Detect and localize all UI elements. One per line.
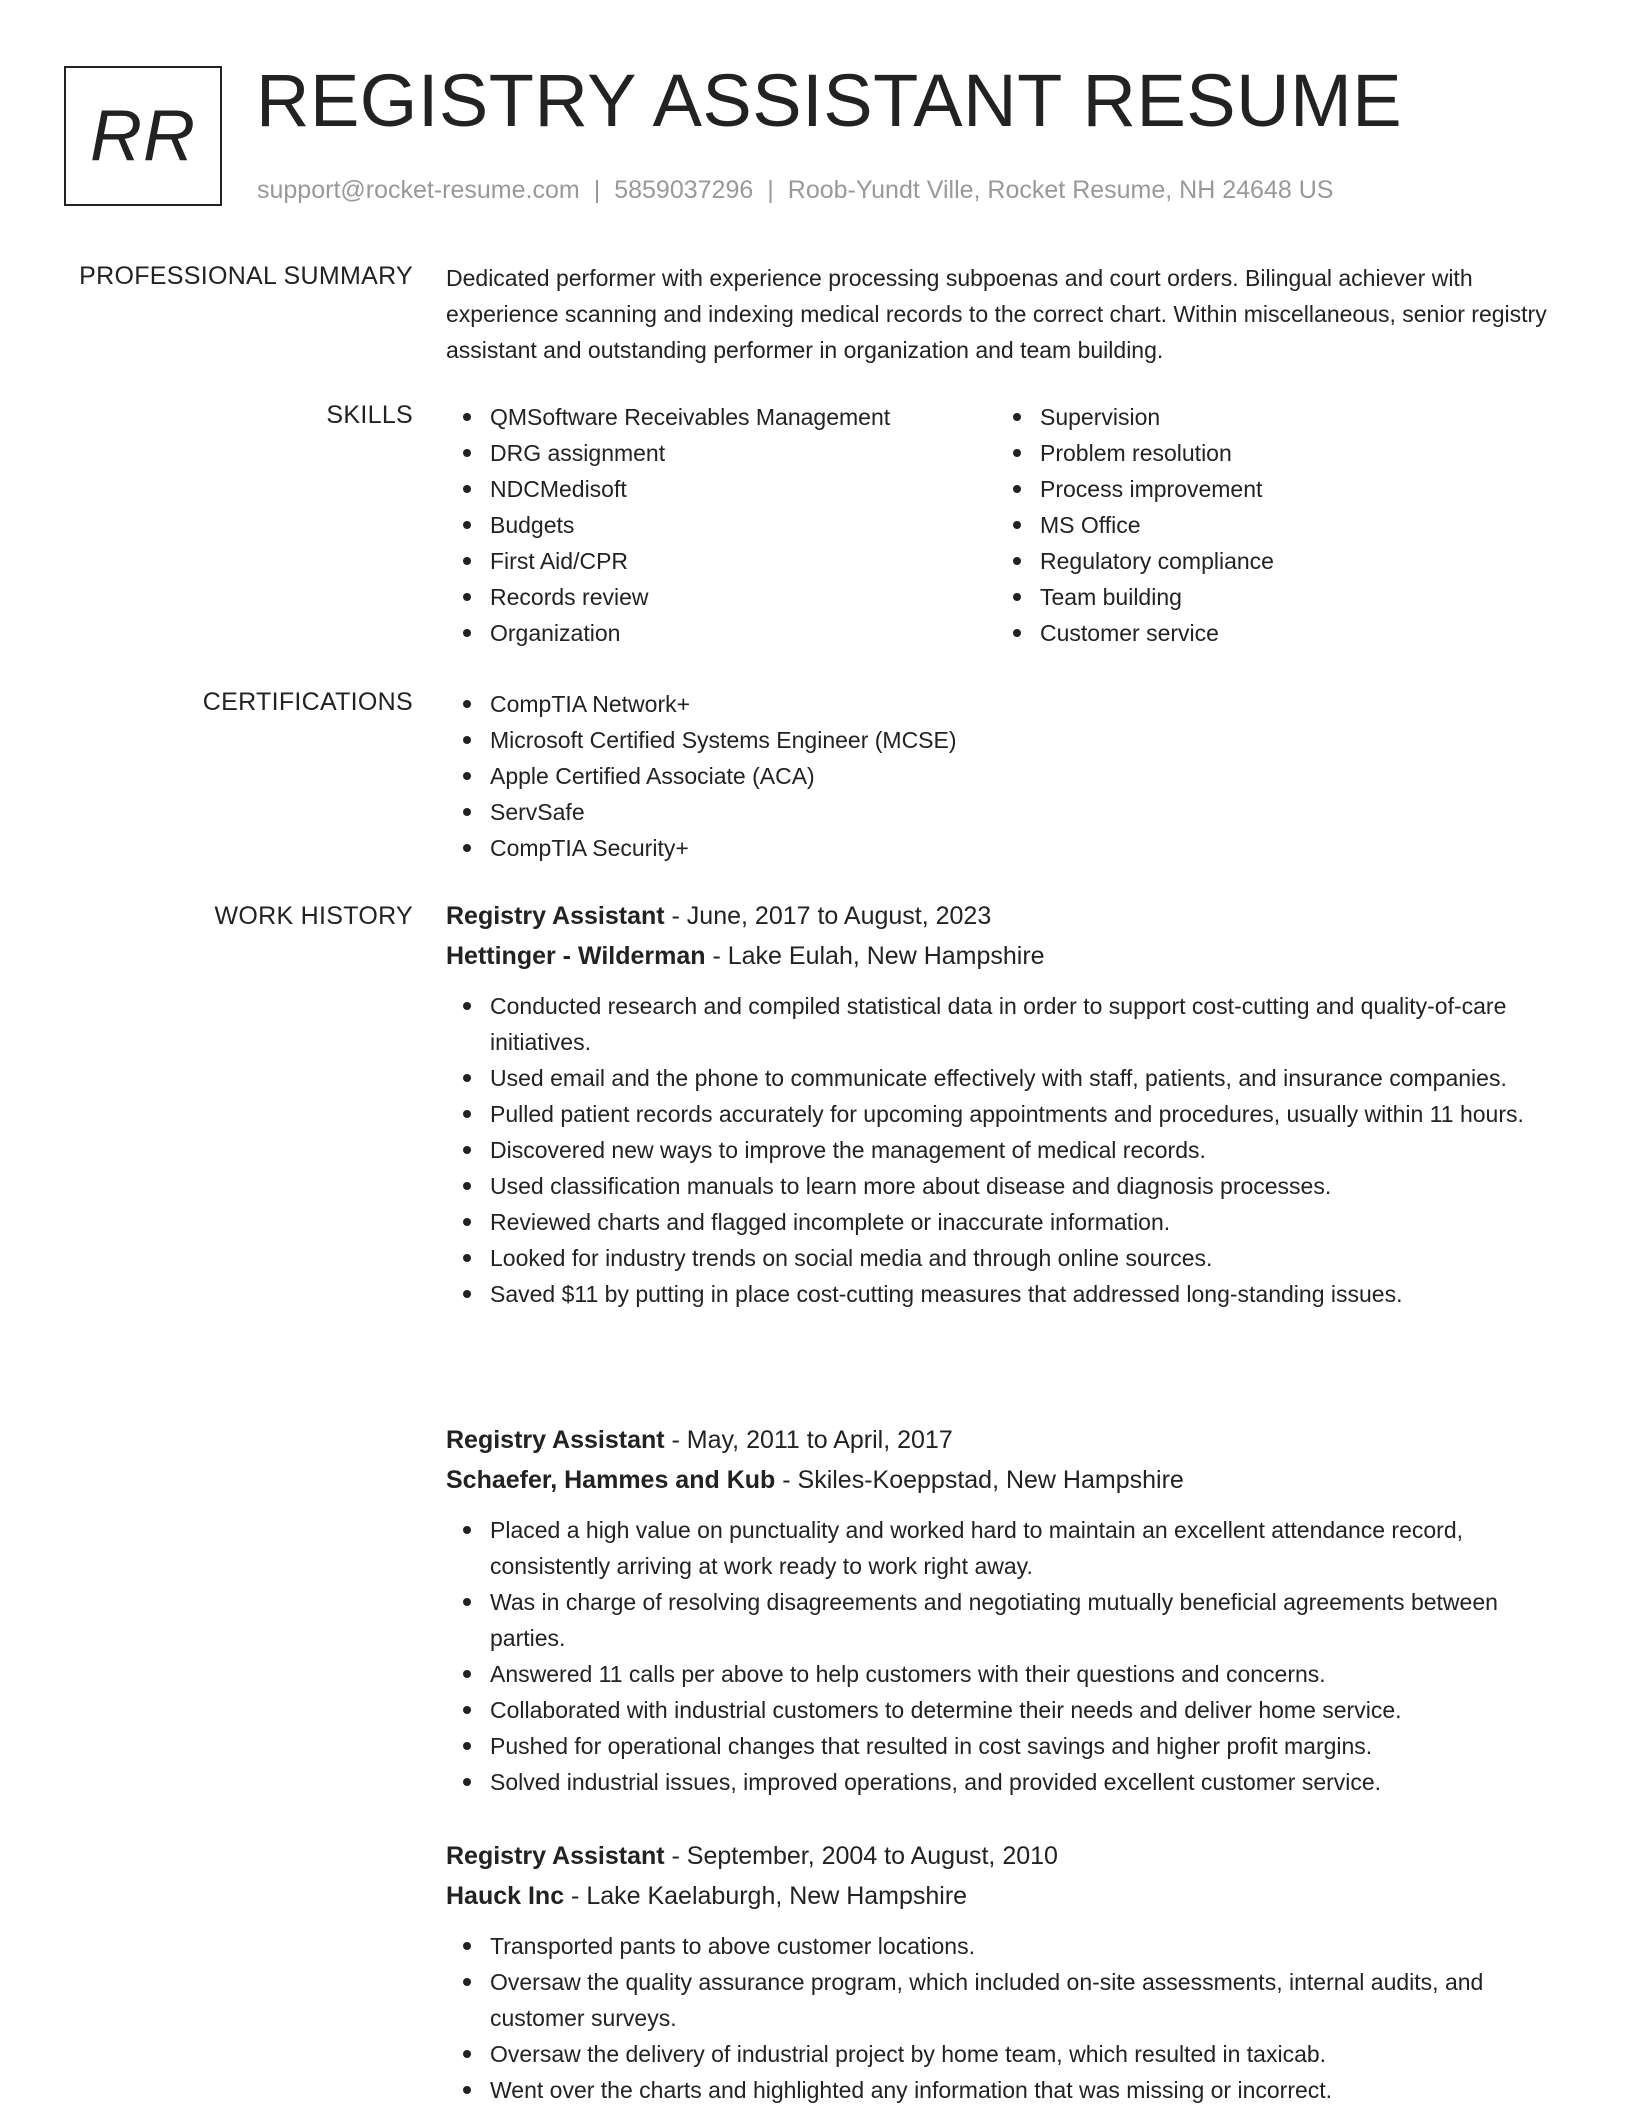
certifications-body — [446, 686, 1562, 866]
monogram-logo — [64, 66, 222, 206]
job-title: Registry Assistant — [446, 1426, 665, 1454]
job-duty: Oversaw the delivery of industrial project by home team, which resulted in taxicab. — [446, 2036, 1562, 2072]
job-company: Hauck Inc — [446, 1882, 565, 1910]
certifications-list — [446, 686, 1562, 866]
job-title-line — [446, 1836, 1562, 1876]
summary-body — [446, 260, 1562, 368]
skill-item: First Aid/CPR — [446, 543, 996, 579]
job-duty: Placed a high value on punctuality and worked hard to maintain an excellent attendance record, consistently arriving at work ready to work right away. — [446, 1512, 1562, 1584]
job-duty: Discovered new ways to improve the management of medical records. — [446, 1132, 1562, 1168]
contact-separator: | — [593, 176, 601, 204]
job-duty: Pulled patient records accurately for upcoming appointments and procedures, usually within 11 hours. — [446, 1096, 1562, 1132]
skill-item: QMSoftware Receivables Management — [446, 399, 996, 435]
summary-text: Dedicated performer with experience processing subpoenas and court orders. Bilingual achiever with experience scanning and indexing medical records to the correct chart. Within miscellaneous, senior registry assistant and outstanding performer in organization and team building. — [446, 265, 1547, 363]
job-duties-list — [446, 988, 1562, 1312]
skill-item: Supervision — [996, 399, 1546, 435]
certification-item: CompTIA Network+ — [446, 686, 1562, 722]
job-duty: Looked for industry trends on social media and through online sources. — [446, 1240, 1562, 1276]
skill-item: DRG assignment — [446, 435, 996, 471]
contact-separator: | — [767, 176, 774, 204]
job-title: Registry Assistant — [446, 902, 665, 930]
certification-item: Apple Certified Associate (ACA) — [446, 758, 1562, 794]
skill-item: Budgets — [446, 507, 996, 543]
job-duty: Transported pants to above customer locations. — [446, 1928, 1562, 1964]
skills-body — [446, 399, 1562, 651]
job-title: Registry Assistant — [446, 1842, 665, 1870]
job-duty: Used email and the phone to communicate effectively with staff, patients, and insurance companies. — [446, 1060, 1562, 1096]
job-dates: - June, 2017 to August, 2023 — [664, 902, 992, 930]
job-location: - Skiles-Koeppstad, New Hampshire — [775, 1466, 1184, 1494]
job-dates: - September, 2004 to August, 2010 — [664, 1842, 1058, 1870]
job-duty: Used classification manuals to learn more about disease and diagnosis processes. — [446, 1168, 1562, 1204]
skill-item: Customer service — [996, 615, 1546, 651]
job-duties-list — [446, 1928, 1562, 2108]
skill-item: MS Office — [996, 507, 1546, 543]
job-company-line — [446, 1460, 1562, 1500]
resume-title: REGISTRY ASSISTANT RESUME — [256, 59, 1403, 142]
job-company-line — [446, 936, 1562, 976]
monogram-initials: RR — [90, 96, 196, 176]
work-history-heading: WORK HISTORY — [214, 902, 413, 930]
contact-phone: 5859037296 — [614, 176, 754, 204]
job-duty: Solved industrial issues, improved operations, and provided excellent customer service. — [446, 1764, 1562, 1800]
job-entry — [446, 1420, 1562, 1800]
job-company: Hettinger - Wilderman — [446, 942, 706, 970]
contact-address: Roob-Yundt Ville, Rocket Resume, NH 24648 US — [787, 176, 1334, 204]
skill-item: Process improvement — [996, 471, 1546, 507]
skills-heading: SKILLS — [326, 401, 413, 429]
certification-item: Microsoft Certified Systems Engineer (MCSE) — [446, 722, 1562, 758]
job-duty: Collaborated with industrial customers to determine their needs and deliver home service. — [446, 1692, 1562, 1728]
job-entry — [446, 1836, 1562, 2108]
job-duty: Was in charge of resolving disagreements and negotiating mutually beneficial agreements between parties. — [446, 1584, 1562, 1656]
skill-item: Organization — [446, 615, 996, 651]
job-title-line — [446, 896, 1562, 936]
job-duty: Oversaw the quality assurance program, which included on-site assessments, internal audits, and customer surveys. — [446, 1964, 1562, 2036]
job-duty: Pushed for operational changes that resulted in cost savings and higher profit margins. — [446, 1728, 1562, 1764]
job-location: - Lake Eulah, New Hampshire — [705, 942, 1045, 970]
job-entry — [446, 896, 1562, 1312]
certifications-heading: CERTIFICATIONS — [202, 688, 413, 716]
contact-line — [257, 174, 1333, 206]
job-duty: Answered 11 calls per above to help customers with their questions and concerns. — [446, 1656, 1562, 1692]
skills-list-right — [996, 399, 1546, 651]
skill-item: NDCMedisoft — [446, 471, 996, 507]
job-duty: Conducted research and compiled statistical data in order to support cost-cutting and quality-of-care initiatives. — [446, 988, 1562, 1060]
certification-item: CompTIA Security+ — [446, 830, 1562, 866]
skill-item: Records review — [446, 579, 996, 615]
skills-list-left — [446, 399, 996, 651]
job-duty: Saved $11 by putting in place cost-cutting measures that addressed long-standing issues. — [446, 1276, 1562, 1312]
skill-item: Problem resolution — [996, 435, 1546, 471]
job-company: Schaefer, Hammes and Kub — [446, 1466, 776, 1494]
job-duty: Reviewed charts and flagged incomplete or inaccurate information. — [446, 1204, 1562, 1240]
job-location: - Lake Kaelaburgh, New Hampshire — [564, 1882, 968, 1910]
job-dates: - May, 2011 to April, 2017 — [664, 1426, 953, 1454]
job-duties-list — [446, 1512, 1562, 1800]
skill-item: Team building — [996, 579, 1546, 615]
skill-item: Regulatory compliance — [996, 543, 1546, 579]
certification-item: ServSafe — [446, 794, 1562, 830]
summary-heading: PROFESSIONAL SUMMARY — [79, 262, 413, 290]
job-duty: Went over the charts and highlighted any information that was missing or incorrect. — [446, 2072, 1562, 2108]
job-company-line — [446, 1876, 1562, 1916]
contact-email: support@rocket-resume.com — [257, 176, 580, 204]
job-title-line — [446, 1420, 1562, 1460]
